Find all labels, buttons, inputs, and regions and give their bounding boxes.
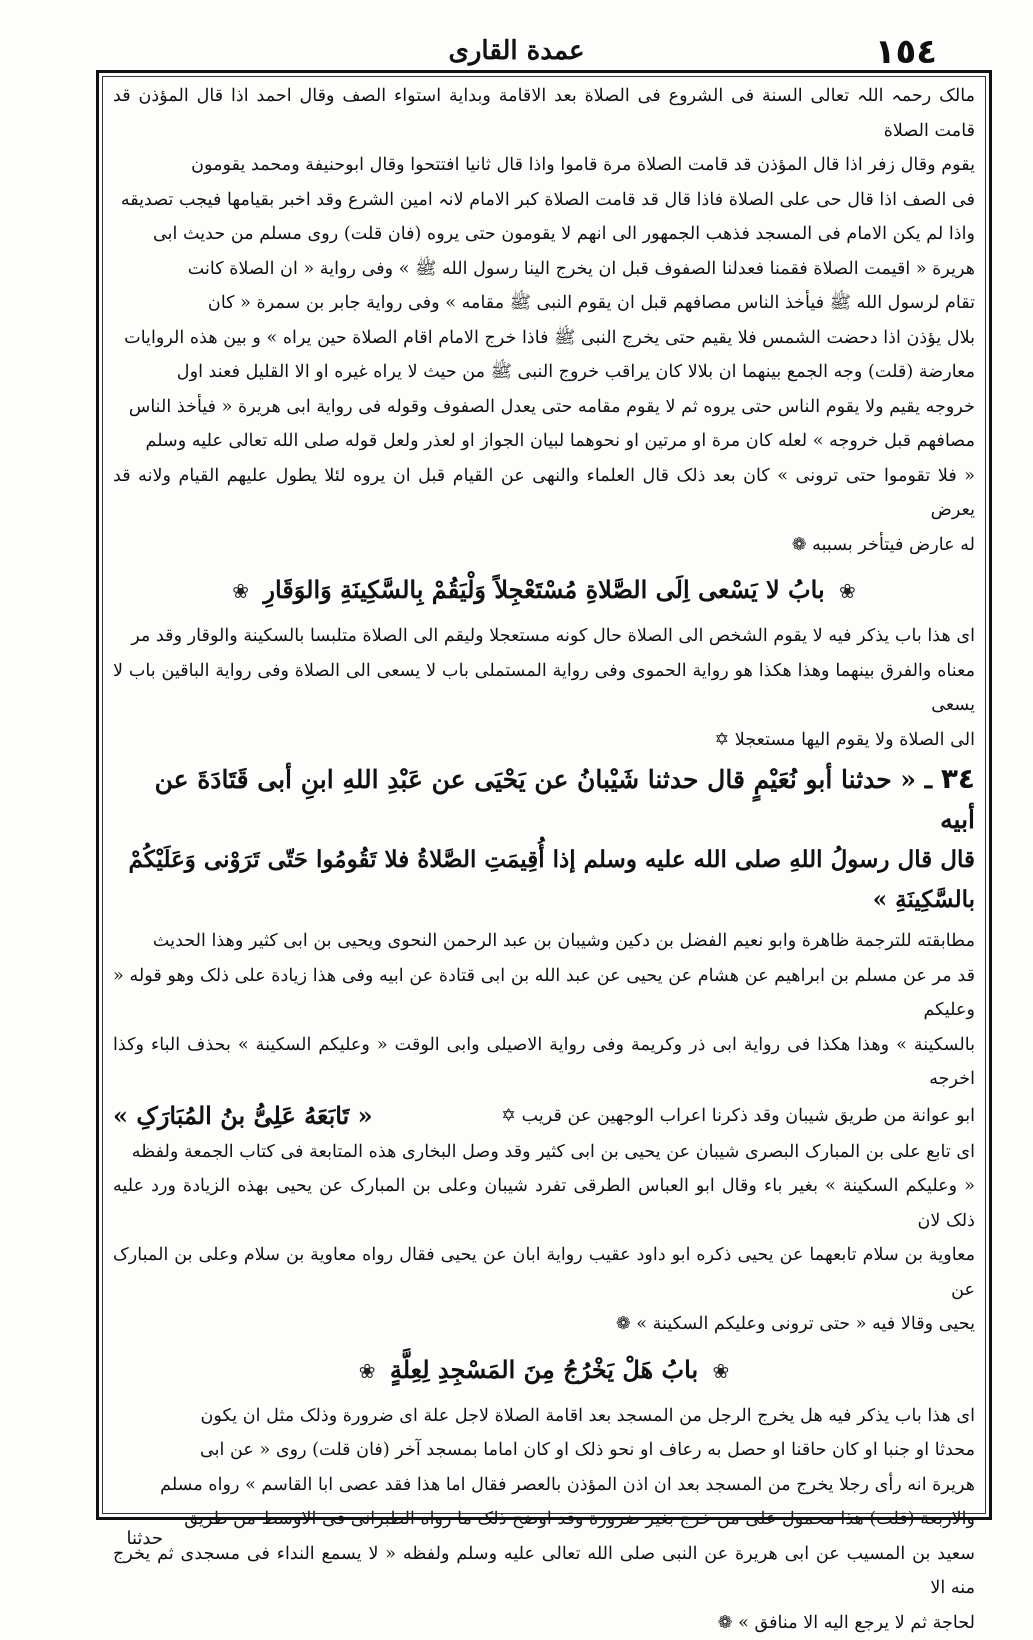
text-line: بلال یؤذن اذا دحضت الشمس فلا یقیم حتی یخرج النبی ﷺ فاذا خرج الامام اقام الصلاة حین یراه » و بین هذه الروایات [113, 321, 975, 356]
text-line: معارضة (قلت) وجه الجمع بینهما ان بلالا کان یراقب خروج النبی ﷺ من حیث لا یراه غیره او الا القلیل فعند اول [113, 355, 975, 390]
hadith-line-2: قال قال رسولُ اللهِ صلی الله علیه وسلم إذا أُقِیمَتِ الصَّلاةُ فلا تَقُومُوا حَتّی تَرَوْنی وَعَلَیْکُمْ بالسَّکِینَةِ » [113, 840, 975, 920]
text-line: هریرة انه رأی رجلا یخرج من المسجد بعد ان اذن المؤذن بالعصر فقال اما هذا فقد عصی ابا القاسم » رواه مسلم [113, 1468, 975, 1503]
hadith-text [113, 759, 975, 840]
paragraph-commentary-3 [113, 924, 975, 1097]
text-line: بالسکینة » وهذا هکذا فی روایة ابی ذر وکریمة وفی روایة الاصیلی وابی الوقت « وعلیکم السکینة » بحذف الباء وکذا اخرجه [113, 1028, 975, 1097]
ornament-icon: ❀ [226, 579, 255, 603]
text-frame [96, 70, 992, 1520]
chapter-title: بابُ هَلْ یَخْرُجُ مِنَ المَسْجِدِ لِعِلَّةٍ [390, 1355, 698, 1384]
text-line: « وعلیکم السکینة » بغیر باء وقال ابو العباس الطرقی تفرد شیبان وعلی بن المبارک عن یحیی بهذه الزیادة ورد علیه ذلک لان [113, 1169, 975, 1238]
text-line: هریرة « اقیمت الصلاة فقمنا فعدلنا الصفوف قبل ان یخرج الینا رسول الله ﷺ » وفی روایة « ان الصلاة کانت [113, 252, 975, 287]
text-line: له عارض فیتأخر بسببه ❁ [113, 528, 975, 563]
chapter-heading-1 [113, 566, 975, 615]
text-line: سعید بن المسیب عن ابی هریرة عن النبی صلی الله تعالی علیه وسلم ولفظه « لا یسمع النداء فی مسجدی ثم یخرج منه الا [113, 1537, 975, 1606]
page-header [96, 30, 937, 74]
text-line: قد مر عن مسلم بن ابراهیم عن هشام عن یحیی عن عبد الله بن ابی قتادة عن ابیه وفی هذا زیادة علی ذلک وهو قوله « وعلیکم [113, 959, 975, 1028]
text-line: خروجه یقیم ولا یقوم الناس حتی یروه ثم لا یقوم مقامه حتی یعدل الصفوف وقوله فی روایة ابی هریرة « فیأخذ الناس [113, 390, 975, 425]
text-line: فی الصف اذا قال حی علی الصلاة فاذا قال قد قامت الصلاة کبر الامام لانہ امین الشرع وقد اخبر بقیامها فیجب تصدیقه [113, 183, 975, 218]
text-line: تقام لرسول الله ﷺ فیأخذ الناس مصافهم قبل ان یقوم النبی ﷺ مقامه » وفی روایة جابر بن سمرة « کان [113, 286, 975, 321]
hadith-number: ٣٤ [941, 762, 975, 795]
hadith-line-1: ـ « حدثنا أبو نُعَیْمٍ قال حدثنا شَیْبانُ عن یَحْیَی عن عَبْدِ اللهِ ابنِ أبی قَتَادَةَ عن أبیه [155, 765, 975, 834]
text-line: « فلا تقوموا حتی ترونی » کان بعد ذلک قال العلماء والنهی عن القیام قبل ان یروه لئلا یطول علیهم القیام ولانه قد یعرض [113, 459, 975, 528]
text-line: یحیی وقالا فیه « حتی ترونی وعلیکم السکینة » ❁ [113, 1307, 975, 1342]
text-line: واذا لم یکن الامام فی المسجد فذهب الجمهور الی انهم لا یقومون حتی یروه (فان قلت) روی مسلم من حدیث ابی [113, 217, 975, 252]
page-number: ١٥٤ [875, 32, 937, 72]
text-line: معاویة بن سلام تابعهما عن یحیی ذکره ابو داود عقیب روایة ابان عن یحیی فقال رواه معاویة بن سلام وعلی بن المبارک عن [113, 1238, 975, 1307]
ornament-icon: ❀ [353, 1359, 382, 1383]
mutaba-line [113, 1097, 975, 1135]
text-line: ای تابع علی بن المبارک البصری شیبان عن یحیی بن ابی کثیر وقد وصل البخاری هذه المتابعة فی کتاب الجمعة ولفظه [113, 1135, 975, 1170]
mutaba-heading: « تَابَعَهُ عَلِیُّ بنُ المُبَارَکِ » [113, 1097, 373, 1135]
catchword: حدثنا [126, 1528, 163, 1549]
text-line: مالک رحمہ اللہ تعالی السنة فی الشروع فی الصلاة بعد الاقامة وبدایة استواء الصف وقال احمد اذا قال المؤذن قد قامت الصلاة [113, 79, 975, 148]
text-line: والاربعة (قلت) هذا محمول علی من خرج بغیر ضرورة وقد اوضح ذلک ما رواه الطبرانی فی الاوسط من طریق [113, 1502, 975, 1537]
paragraph-commentary-4 [113, 1135, 975, 1342]
text-line: لحاجة ثم لا یرجع الیه الا منافق » ❁ [113, 1606, 975, 1640]
text-line: محدثا او جنبا او کان حاقنا او حصل به رعاف او نحو ذلک او کان اماما بمسجد آخر (فان قلت) روی « عن ابی [113, 1433, 975, 1468]
text-line: مطابقته للترجمة ظاهرة وابو نعیم الفضل بن دکین وشیبان بن عبد الرحمن النحوی ویحیی بن ابی کثیر وهذا الحدیث [113, 924, 975, 959]
chapter-title: بابُ لا یَسْعی اِلَی الصَّلاةِ مُسْتَعْجِلاً وَلْیَقُمْ بِالسَّکِینَةِ وَالوَقَارِ [263, 575, 824, 604]
ornament-icon: ❀ [833, 579, 862, 603]
paragraph-commentary-5 [113, 1399, 975, 1640]
paragraph-commentary-2 [113, 619, 975, 757]
text-line: ای هذا باب یذکر فیه لا یقوم الشخص الی الصلاة حال کونه مستعجلا ولیقم الی الصلاة متلبسا بالسکینة والوقار وقد مر [113, 619, 975, 654]
ornament-icon: ❀ [707, 1359, 736, 1383]
paragraph-commentary-1 [113, 79, 975, 562]
text-line: ای هذا باب یذکر فیه هل یخرج الرجل من المسجد بعد اقامة الصلاة لاجل علة ای ضرورة وذلک مثل ان یکون [113, 1399, 975, 1434]
text-line: یقوم وقال زفر اذا قال المؤذن قد قامت الصلاة مرة قاموا واذا قال ثانیا افتتحوا وقال ابوحنیفة ومحمد یقومون [113, 148, 975, 183]
text-line: الی الصلاة ولا یقوم الیها مستعجلا ✡ [113, 723, 975, 758]
mutaba-text: ابو عوانة من طریق شیبان وقد ذکرنا اعراب الوجهین عن قریب ✡ [501, 1097, 975, 1135]
text-line: مصافهم قبل خروجه » لعله کان مرة او مرتین او نحوهما لبیان الجواز او لعذر ولعل قوله صلی الله تعالی علیه وسلم [113, 424, 975, 459]
running-title: عمدة القاری [96, 36, 937, 66]
text-line: معناه والفرق بینهما وهذا هکذا هو روایة الحموی وفی روایة المستملی باب لا یسعی الی الصلاة وفی روایة الباقین باب لا یسعی [113, 654, 975, 723]
chapter-heading-2 [113, 1346, 975, 1395]
